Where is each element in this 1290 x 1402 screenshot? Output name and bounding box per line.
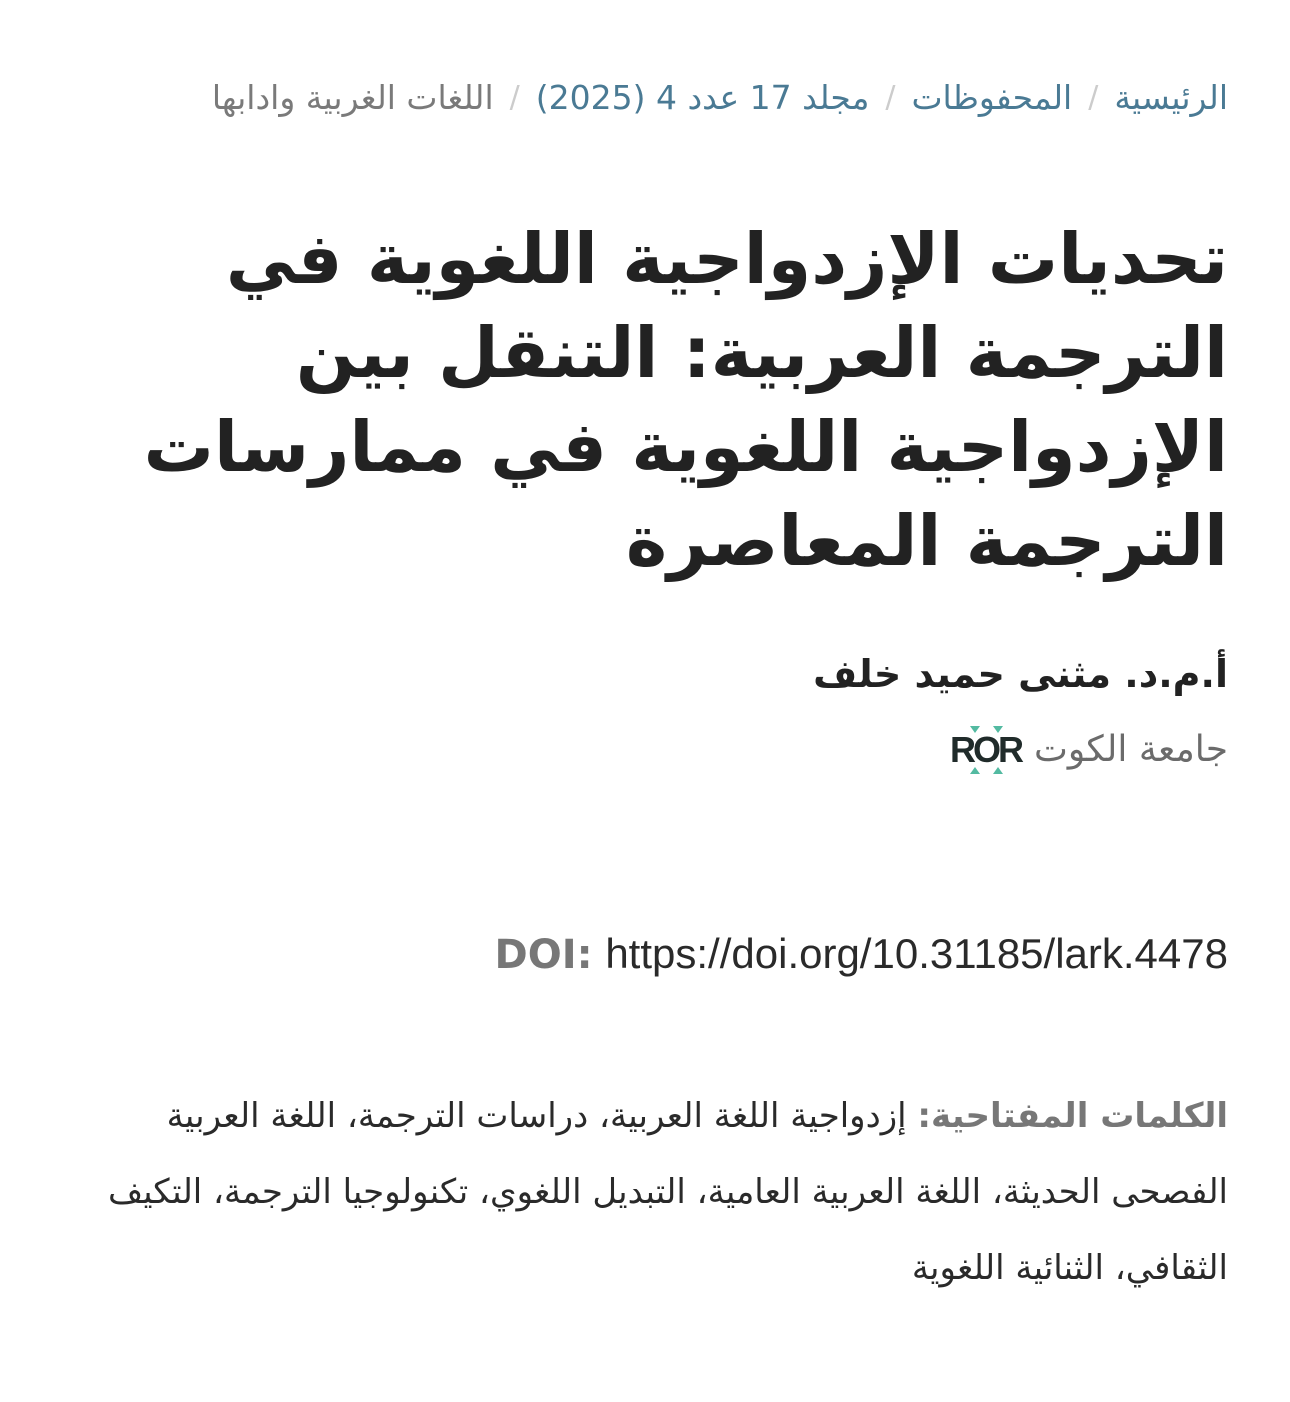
- breadcrumb-issue[interactable]: مجلد 17 عدد 4 (2025): [535, 78, 870, 117]
- author-affiliation: [60, 722, 1228, 778]
- breadcrumb-home[interactable]: الرئيسية: [1114, 78, 1228, 117]
- ror-logo-text: ROR: [950, 729, 1022, 770]
- ror-triangle-decoration: [970, 767, 980, 774]
- doi-section: [60, 926, 1228, 983]
- breadcrumb-current-section: اللغات الغربية وادابها: [211, 78, 494, 117]
- author-name: أ.م.د. مثنى حميد خلف: [813, 652, 1228, 696]
- breadcrumb-separator: /: [885, 80, 896, 115]
- article-title: تحديات الإزدواجية اللغوية في الترجمة العربية: التنقل بين الإزدواجية اللغوية في ممارسات الترجمة المعاصرة: [143, 218, 1228, 582]
- doi-link[interactable]: https://doi.org/10.31185/lark.4478: [605, 930, 1228, 977]
- keywords-label: الكلمات المفتاحية:: [917, 1096, 1228, 1136]
- doi-label: DOI:: [494, 932, 593, 978]
- breadcrumb: [60, 74, 1228, 122]
- keywords-value: إزدواجية اللغة العربية، دراسات الترجمة، اللغة العربية الفصحى الحديثة، اللغة العربية العامية، التبديل اللغوي، تكنولوجيا الترجمة، التكيف الثقافي، الثنائية اللغوية: [107, 1096, 1228, 1288]
- breadcrumb-separator: /: [1088, 80, 1099, 115]
- affiliation-name: جامعة الكوت: [1034, 729, 1228, 770]
- ror-icon[interactable]: [950, 724, 1022, 776]
- ror-triangle-decoration: [993, 767, 1003, 774]
- keywords-section: [100, 1078, 1228, 1306]
- breadcrumb-archives[interactable]: المحفوظات: [911, 78, 1073, 117]
- breadcrumb-separator: /: [509, 80, 520, 115]
